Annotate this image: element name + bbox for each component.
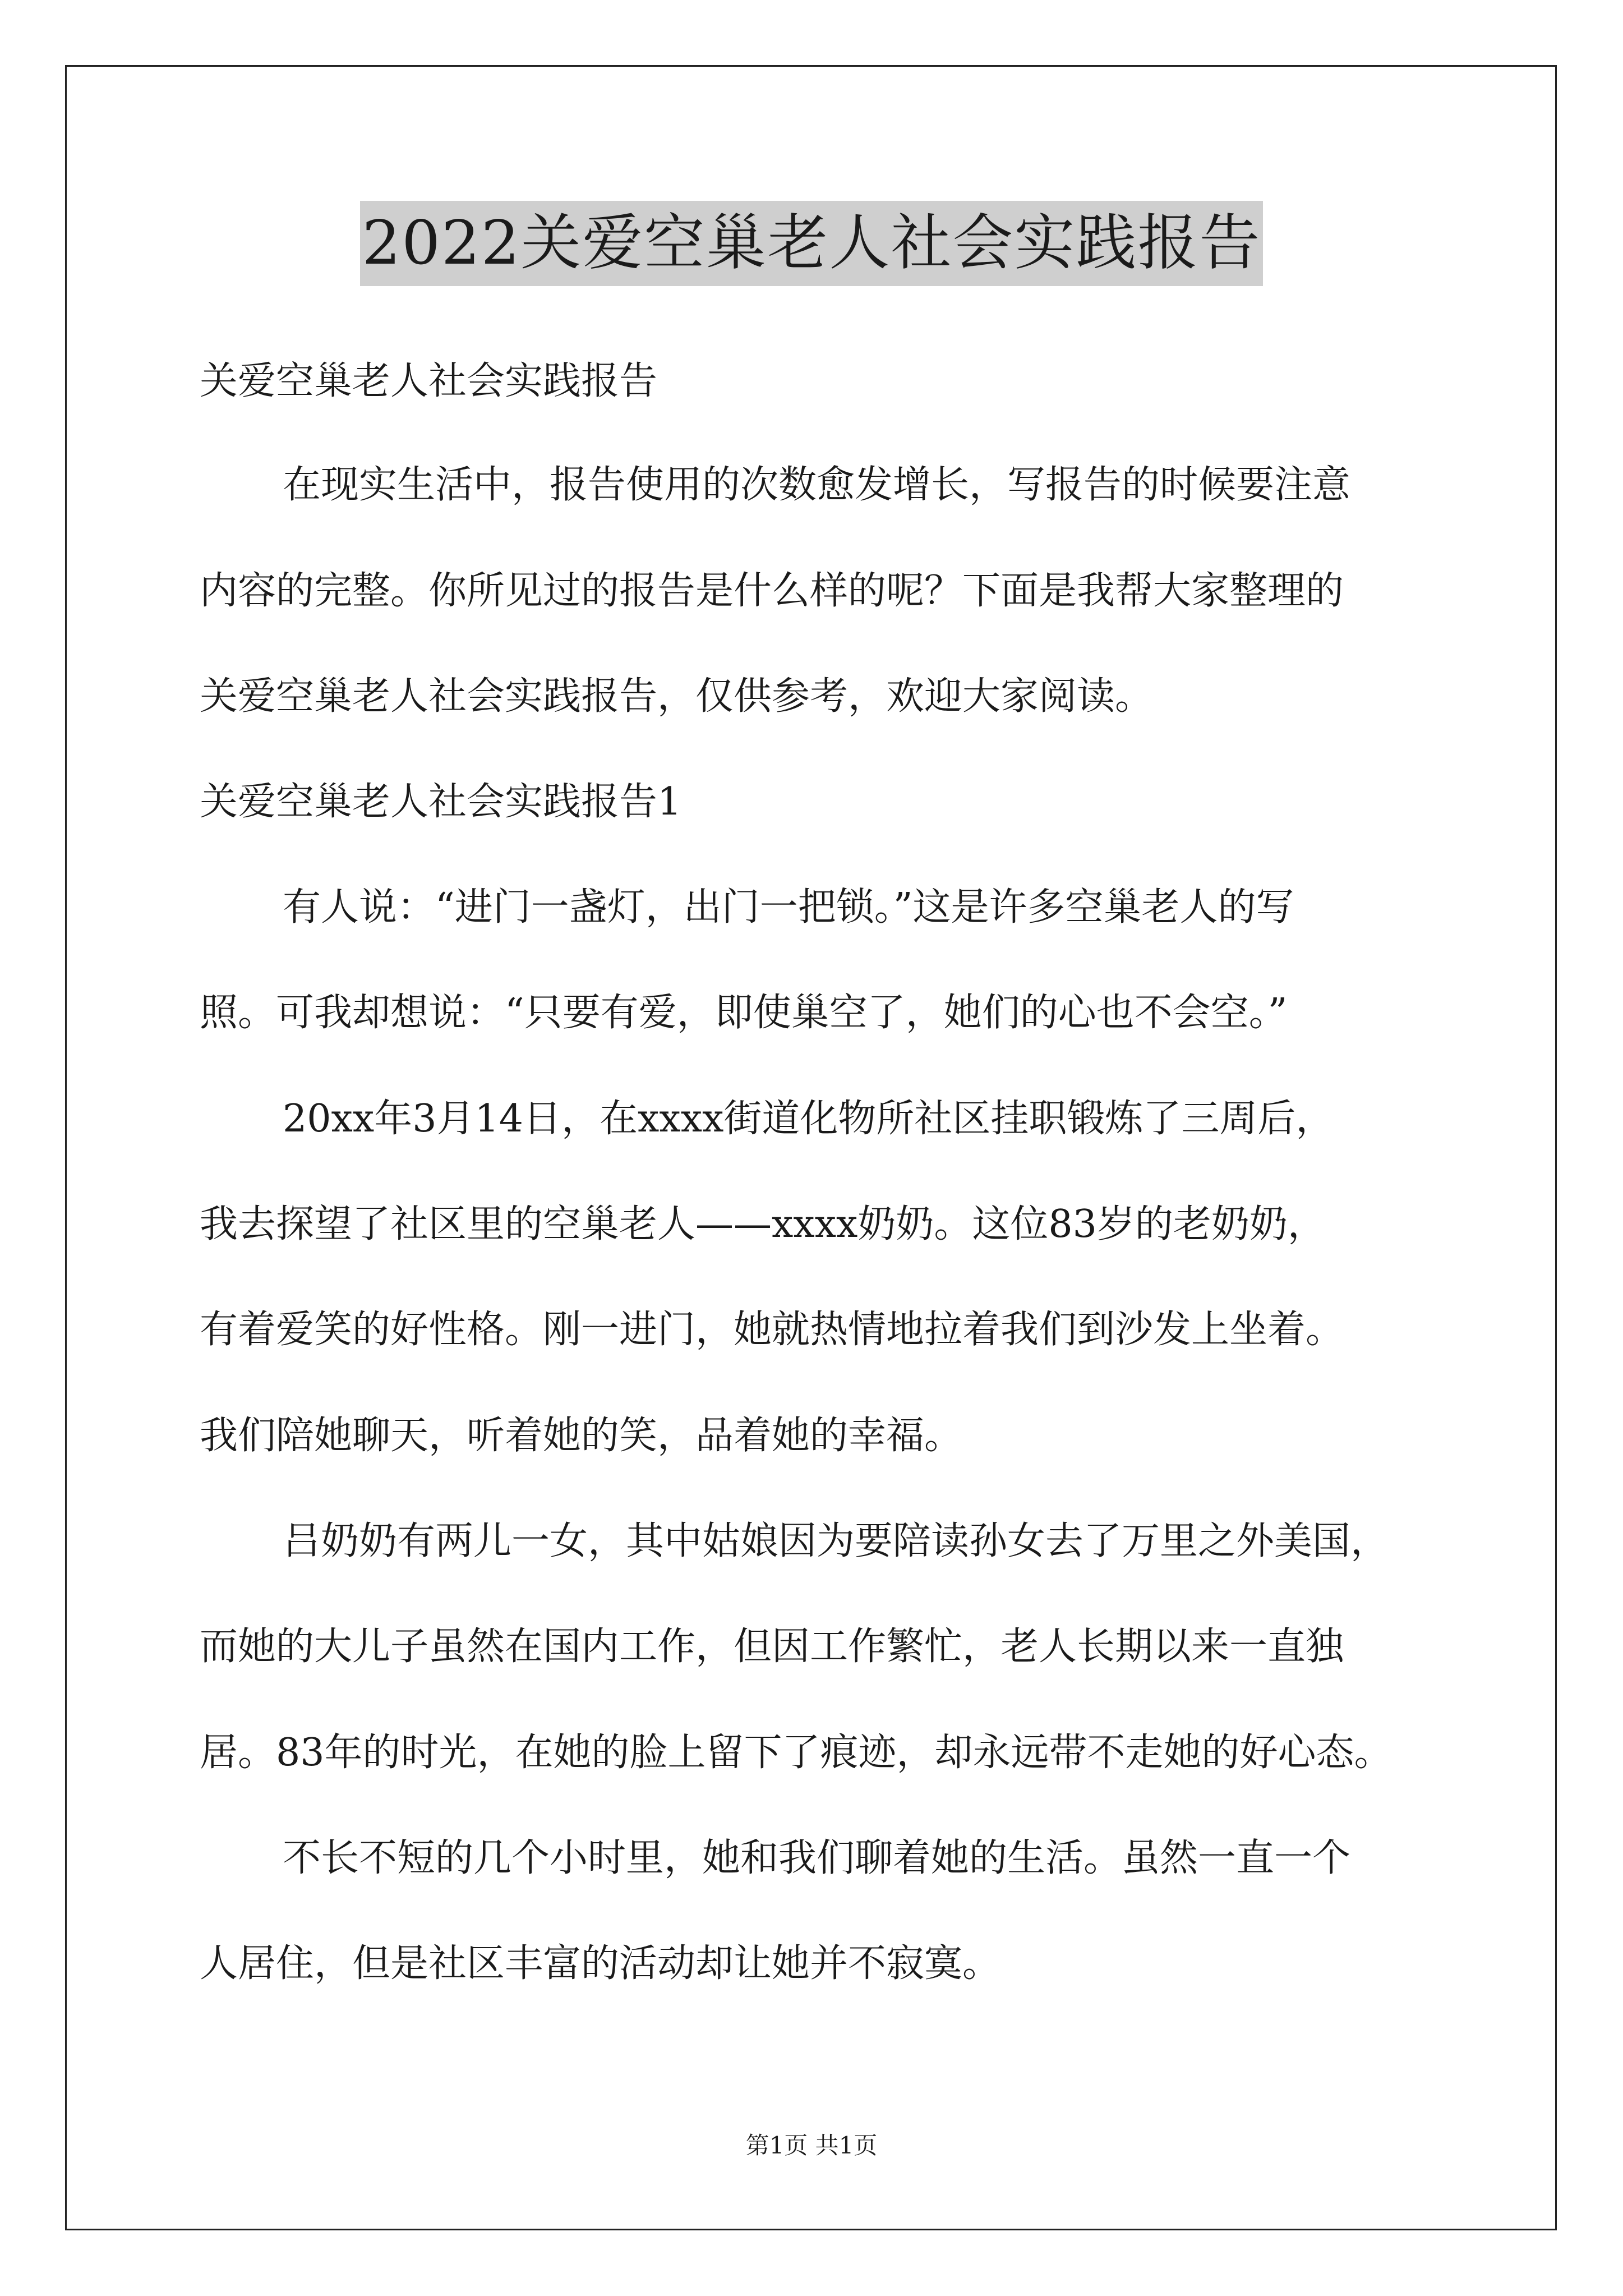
title-wrap	[0, 201, 1623, 286]
paragraph-line: 不长不短的几个小时里，她和我们聊着她的生活。虽然一直一个	[283, 1836, 1351, 1880]
paragraph-line: 我去探望了社区里的空巢老人——xxxx奶奶。这位83岁的老奶奶，	[200, 1202, 1326, 1246]
paragraph-line: 照。可我却想说：“只要有爱，即使巢空了，她们的心也不会空。”	[200, 991, 1288, 1035]
section-heading: 关爱空巢老人社会实践报告1	[200, 780, 682, 824]
subtitle-line: 关爱空巢老人社会实践报告	[200, 359, 658, 403]
paragraph-line: 有着爱笑的好性格。刚一进门，她就热情地拉着我们到沙发上坐着。	[200, 1308, 1344, 1352]
paragraph-line: 人居住，但是社区丰富的活动却让她并不寂寞。	[200, 1941, 1001, 1986]
paragraph-line: 内容的完整。你所见过的报告是什么样的呢？下面是我帮大家整理的	[200, 569, 1344, 613]
paragraph-line: 我们陪她聊天，听着她的笑，品着她的幸福。	[200, 1414, 963, 1458]
paragraph-line: 关爱空巢老人社会实践报告，仅供参考，欢迎大家阅读。	[200, 674, 1154, 719]
paragraph-line: 20xx年3月14日，在xxxx街道化物所社区挂职锻炼了三周后，	[283, 1097, 1334, 1141]
page-footer: 第1页 共1页	[745, 2132, 878, 2159]
paragraph-line: 而她的大儿子虽然在国内工作，但因工作繁忙，老人长期以来一直独	[200, 1625, 1344, 1669]
paragraph-line: 在现实生活中，报告使用的次数愈发增长，写报告的时候要注意	[283, 463, 1351, 507]
paragraph-line: 有人说：“进门一盏灯，出门一把锁。”这是许多空巢老人的写	[283, 885, 1294, 930]
paragraph-line: 吕奶奶有两儿一女，其中姑娘因为要陪读孙女去了万里之外美国，	[283, 1519, 1389, 1563]
document-title: 2022关爱空巢老人社会实践报告	[360, 201, 1264, 286]
paragraph-line: 居。83年的时光，在她的脸上留下了痕迹，却永远带不走她的好心态。	[200, 1731, 1393, 1775]
